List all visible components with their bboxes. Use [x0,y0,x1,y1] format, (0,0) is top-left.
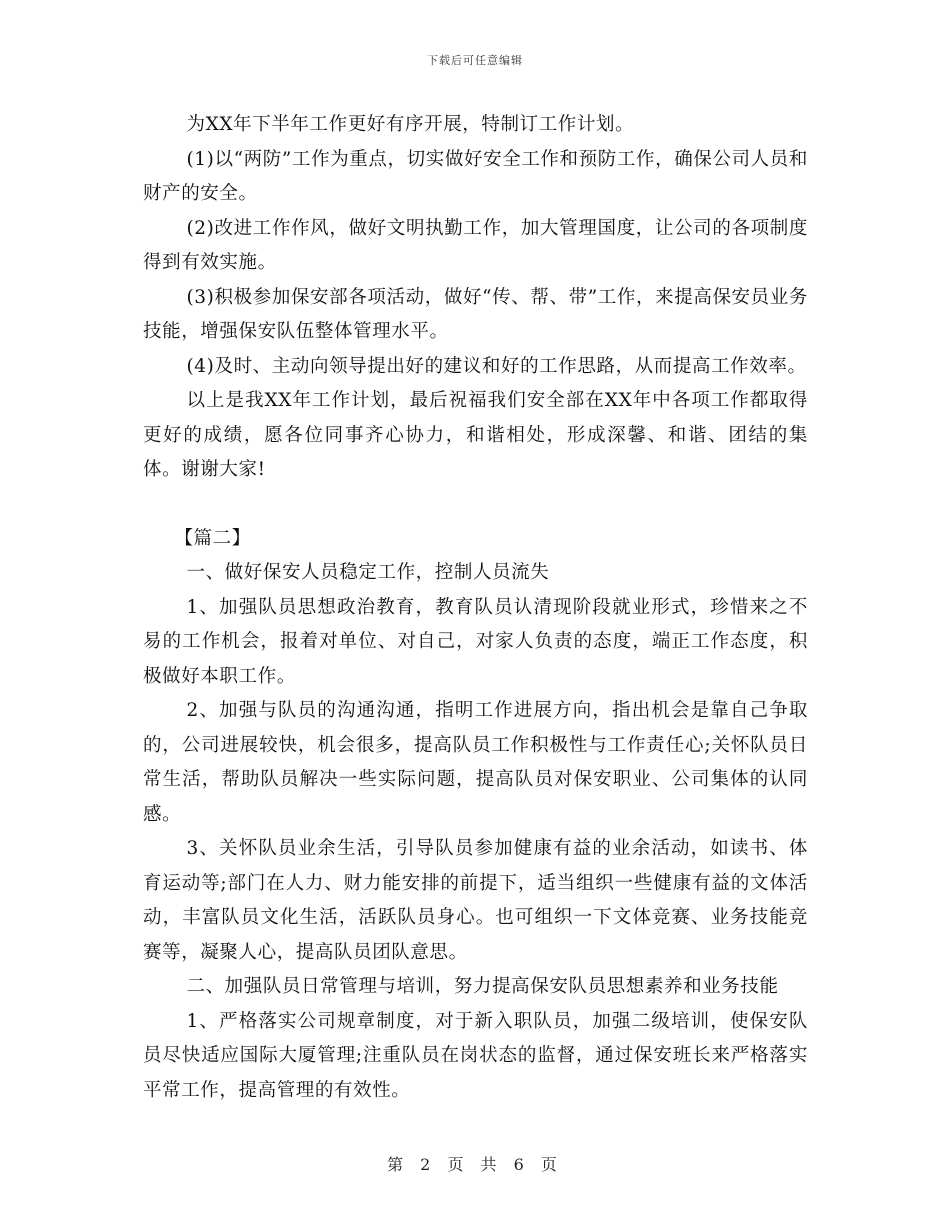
paragraph-item-3: (3)积极参加保安部各项活动，做好“传、帮、带”工作，来提高保安员业务技能，增强保安队伍整体管理水平。 [143,286,808,342]
section-paragraph-3: 3、关怀队员业余生活，引导队员参加健康有益的业余活动，如读书、体育运动等;部门在人力、财力能安排的前提下，适当组织一些健康有益的文体活动，丰富队员文化生活，活跃队员身心。也可组织一下文体竞赛、业务技能竞赛等，凝聚人心，提高队员团队意思。 [143,838,808,963]
paragraph-item-1: (1)以“两防”工作为重点，切实做好安全工作和预防工作，确保公司人员和财产的安全。 [143,148,808,204]
document-body [143,108,808,1108]
page-number: 第 2 页 共 6 页 [387,1155,563,1174]
section-subheading-2: 二、加强队员日常管理与培训，努力提高保安队员思想素养和业务技能 [186,976,779,997]
section-subheading-1: 一、做好保安人员稳定工作，控制人员流失 [186,562,550,583]
paragraph-item-2: (2)改进工作作风，做好文明执勤工作，加大管理国度，让公司的各项制度得到有效实施。 [143,217,808,273]
paragraph-closing: 以上是我XX年工作计划，最后祝福我们安全部在XX年中各项工作都取得更好的成绩，愿各位同事齐心协力，和谐相处，形成深馨、和谐、团结的集体。谢谢大家! [143,390,808,480]
paragraph-item-4: (4)及时、主动向领导提出好的建议和好的工作思路，从而提高工作效率。 [186,355,807,377]
section-heading: 【篇二】 [174,527,251,549]
paragraph-intro: 为XX年下半年工作更好有序开展，特制订工作计划。 [186,114,635,135]
page-header: 下载后可任意编辑 [427,54,523,67]
section-paragraph-2: 2、加强与队员的沟通沟通，指明工作进展方向，指出机会是靠自己争取的，公司进展较快，机会很多，提高队员工作积极性与工作责任心;关怀队员日常生活，帮助队员解决一些实际问题，提高队员对保安职业、公司集体的认同感。 [143,700,808,825]
section-paragraph-4: 1、严格落实公司规章制度，对于新入职队员，加强二级培训，使保安队员尽快适应国际大厦管理;注重队员在岗状态的监督，通过保安班长来严格落实平常工作，提高管理的有效性。 [143,1010,808,1101]
section-paragraph-1: 1、加强队员思想政治教育，教育队员认清现阶段就业形式，珍惜来之不易的工作机会，报着对单位、对自己，对家人负责的态度，端正工作态度，积极做好本职工作。 [143,596,808,687]
